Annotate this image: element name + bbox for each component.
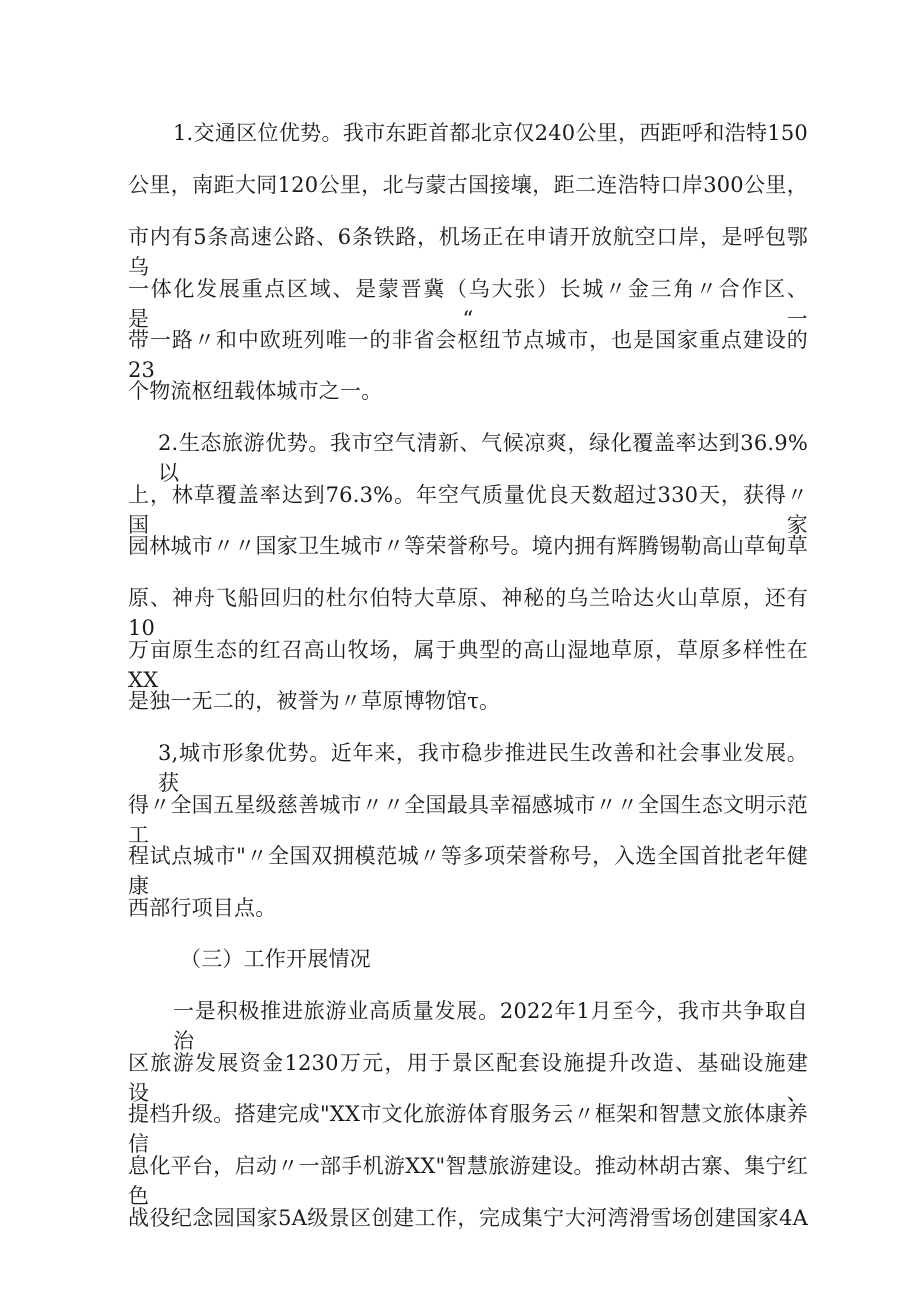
paragraph-line: 提档升级。搭建完成"XX市文化旅游体育服务云〃框架和智慧文旅体康养信 bbox=[128, 1102, 808, 1156]
paragraph-line: 2.生态旅游优势。我市空气清新、气候凉爽，绿化覆盖率达到36.9%以 bbox=[158, 431, 808, 485]
paragraph-line: 战役纪念园国家5A级景区创建工作，完成集宁大河湾滑雪场创建国家4A bbox=[128, 1206, 808, 1230]
paragraph-line: 一是积极推进旅游业高质量发展。2022年1月至今，我市共争取自治 bbox=[173, 999, 808, 1053]
paragraph-line: 3,城市形象优势。近年来，我市稳步推进民生改善和社会事业发展。获 bbox=[158, 741, 808, 795]
paragraph-line: 得〃全国五星级慈善城市〃〃全国最具幸福感城市〃〃全国生态文明示范工 bbox=[128, 793, 808, 847]
paragraph-line: 个物流枢纽载体城市之一。 bbox=[128, 379, 383, 403]
paragraph-line: 市内有5条高速公路、6条铁路，机场正在申请开放航空口岸，是呼包鄂乌 bbox=[128, 225, 808, 279]
paragraph-line: 区旅游发展资金1230万元，用于景区配套设施提升改造、基础设施建设、 bbox=[128, 1051, 808, 1105]
paragraph-line: 园林城市〃〃国家卫生城市〃等荣誉称号。境内拥有辉腾锡勒高山草甸草 bbox=[128, 534, 808, 558]
paragraph-line: 带一路〃和中欧班列唯一的非省会枢纽节点城市，也是国家重点建设的23 bbox=[128, 328, 808, 382]
paragraph-line: 是独一无二的，被誉为〃草原博物馆τ。 bbox=[128, 689, 501, 713]
paragraph-line: 上，林草覆盖率达到76.3%。年空气质量优良天数超过330天，获得〃国家 bbox=[128, 483, 808, 537]
paragraph-line: 万亩原生态的红召高山牧场，属于典型的高山湿地草原，草原多样性在XX bbox=[128, 638, 808, 692]
paragraph-line: 公里，南距大同120公里，北与蒙古国接壤，距二连浩特口岸300公里， bbox=[128, 173, 808, 197]
paragraph-line: 西部行项目点。 bbox=[128, 896, 277, 920]
section-heading: （三）工作开展情况 bbox=[180, 947, 371, 971]
paragraph-line: 息化平台，启动〃一部手机游XX"智慧旅游建设。推动林胡古寨、集宁红色 bbox=[128, 1154, 808, 1208]
paragraph-line: 程试点城市"〃全国双拥模范城〃等多项荣誉称号，入选全国首批老年健康 bbox=[128, 844, 808, 898]
paragraph-line: 一体化发展重点区域、是蒙晋冀（乌大张）长城〃金三角〃合作区、是“一 bbox=[128, 277, 808, 331]
paragraph-line: 1.交通区位优势。我市东距首都北京仅240公里，西距呼和浩特150 bbox=[173, 121, 808, 145]
paragraph-line: 原、神舟飞船回归的杜尔伯特大草原、神秘的乌兰哈达火山草原，还有10 bbox=[128, 586, 808, 640]
